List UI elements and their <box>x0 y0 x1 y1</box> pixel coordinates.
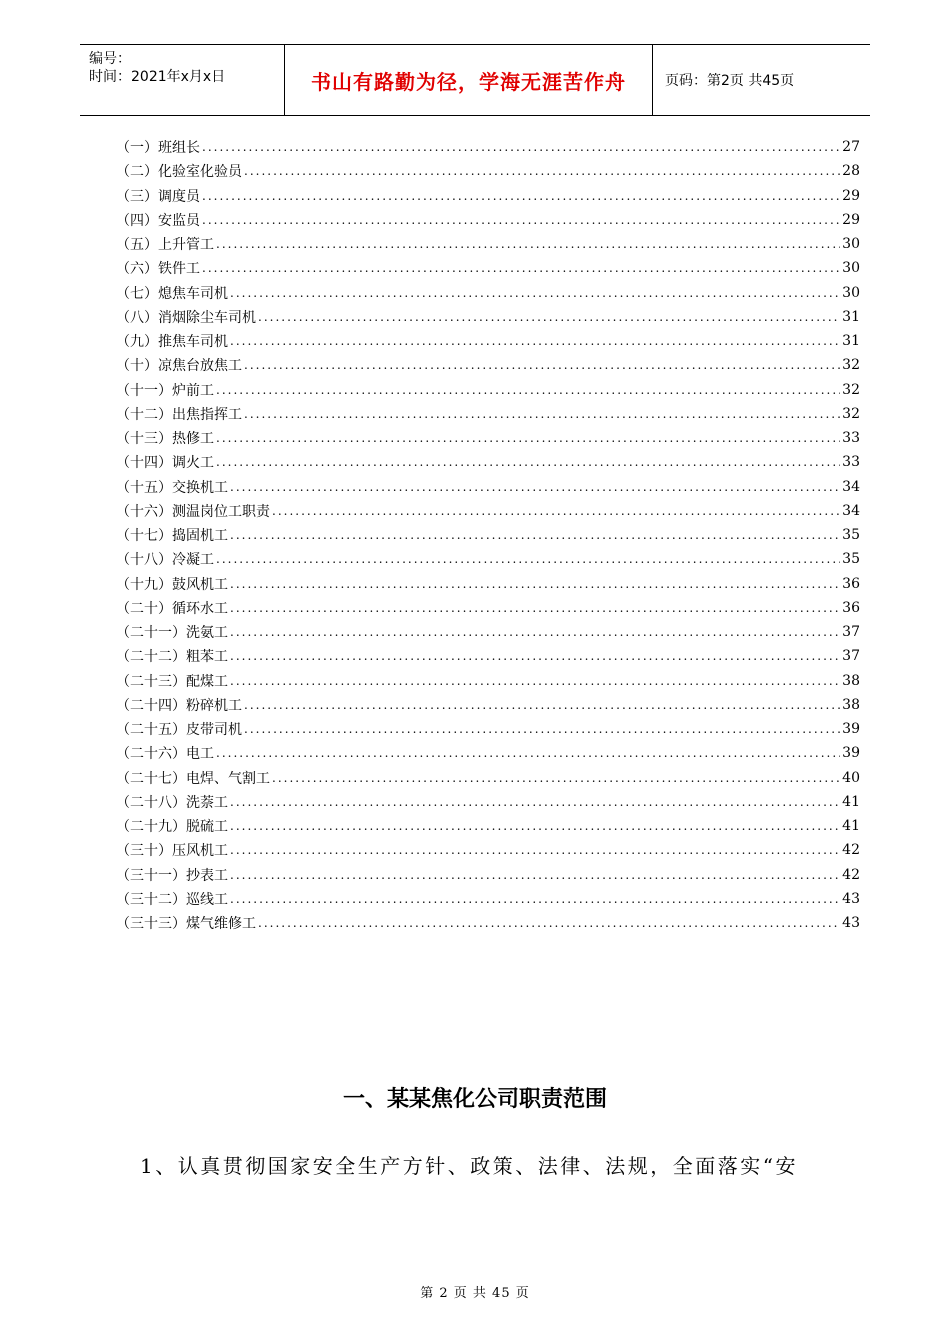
toc-entry-label: （二十三）配煤工 <box>116 673 228 690</box>
toc-entry[interactable] <box>116 717 860 741</box>
toc-leader-dots <box>230 819 840 833</box>
toc-entry-page: 30 <box>842 284 860 301</box>
toc-entry[interactable] <box>116 693 860 717</box>
toc-leader-dots <box>230 577 840 591</box>
toc-entry-label: （三十）压风机工 <box>116 843 228 860</box>
toc-entry[interactable] <box>116 790 860 814</box>
toc-leader-dots <box>216 552 840 566</box>
toc-leader-dots <box>230 843 840 857</box>
toc-entry-page: 35 <box>842 551 860 568</box>
toc-entry-page: 42 <box>842 842 860 859</box>
toc-entry-label: （八）消烟除尘车司机 <box>116 309 256 326</box>
toc-entry[interactable] <box>116 499 860 523</box>
toc-entry-page: 37 <box>842 648 860 665</box>
toc-entry-page: 30 <box>842 260 860 277</box>
toc-entry-label: （九）推焦车司机 <box>116 334 228 351</box>
toc-leader-dots <box>272 771 840 785</box>
toc-entry[interactable] <box>116 281 860 305</box>
toc-entry-label: （三十三）煤气维修工 <box>116 916 256 933</box>
toc-entry[interactable] <box>116 644 860 668</box>
toc-leader-dots <box>230 528 840 542</box>
toc-entry-page: 43 <box>842 890 860 907</box>
toc-leader-dots <box>230 625 840 639</box>
toc-entry-page: 33 <box>842 430 860 447</box>
toc-entry-label: （二十五）皮带司机 <box>116 722 242 739</box>
toc-entry-page: 41 <box>842 793 860 810</box>
toc-leader-dots <box>216 455 840 469</box>
toc-entry-page: 28 <box>842 163 860 180</box>
toc-entry-label: （十二）出焦指挥工 <box>116 406 242 423</box>
toc-entry[interactable] <box>116 547 860 571</box>
toc-entry[interactable] <box>116 208 860 232</box>
toc-entry-label: （十四）调火工 <box>116 455 214 472</box>
toc-entry[interactable] <box>116 378 860 402</box>
toc-leader-dots <box>244 722 840 736</box>
toc-entry-page: 29 <box>842 211 860 228</box>
toc-leader-dots <box>230 286 840 300</box>
toc-entry-page: 33 <box>842 454 860 471</box>
toc-entry-label: （六）铁件工 <box>116 261 200 278</box>
toc-leader-dots <box>258 916 840 930</box>
toc-entry-label: （二十六）电工 <box>116 746 214 763</box>
toc-entry-label: （二十四）粉碎机工 <box>116 697 242 714</box>
toc-entry-label: （二十二）粗苯工 <box>116 649 228 666</box>
toc-leader-dots <box>216 237 840 251</box>
toc-leader-dots <box>202 261 840 275</box>
toc-leader-dots <box>216 431 840 445</box>
toc-leader-dots <box>230 649 840 663</box>
toc-entry[interactable] <box>116 402 860 426</box>
toc-entry-page: 31 <box>842 333 860 350</box>
toc-entry-page: 42 <box>842 866 860 883</box>
toc-leader-dots <box>230 892 840 906</box>
toc-leader-dots <box>202 213 840 227</box>
toc-entry[interactable] <box>116 353 860 377</box>
toc-entry-label: （二十九）脱硫工 <box>116 819 228 836</box>
toc-leader-dots <box>202 189 840 203</box>
toc-entry[interactable] <box>116 838 860 862</box>
toc-entry-label: （二十一）洗氨工 <box>116 625 228 642</box>
toc-entry[interactable] <box>116 669 860 693</box>
toc-leader-dots <box>244 164 840 178</box>
toc-leader-dots <box>230 334 840 348</box>
toc-leader-dots <box>230 795 840 809</box>
toc-entry-label: （二十）循环水工 <box>116 600 228 617</box>
toc-leader-dots <box>230 868 840 882</box>
toc-entry-page: 27 <box>842 139 860 156</box>
toc-entry[interactable] <box>116 232 860 256</box>
toc-leader-dots <box>244 698 840 712</box>
toc-entry-page: 31 <box>842 308 860 325</box>
toc-entry-page: 36 <box>842 575 860 592</box>
section-paragraph: 1、认真贯彻国家安全生产方针、政策、法律、法规，全面落实“安 <box>140 1154 798 1178</box>
toc-entry-page: 37 <box>842 624 860 641</box>
section-heading: 一、某某焦化公司职责范围 <box>342 1087 607 1112</box>
toc-entry-label: （十）凉焦台放焦工 <box>116 358 242 375</box>
header-time: 时间：2021年x月x日 <box>89 69 226 85</box>
toc-entry[interactable] <box>116 766 860 790</box>
header-motto: 书山有路勤为径，学海无涯苦作舟 <box>285 45 653 115</box>
toc-leader-dots <box>230 674 840 688</box>
toc-entry[interactable] <box>116 135 860 159</box>
toc-entry-label: （七）熄焦车司机 <box>116 285 228 302</box>
toc-entry-label: （二）化验室化验员 <box>116 164 242 181</box>
toc-entry-page: 40 <box>842 769 860 786</box>
toc-entry-page: 39 <box>842 745 860 762</box>
toc-entry-label: （十九）鼓风机工 <box>116 576 228 593</box>
toc-entry[interactable] <box>116 863 860 887</box>
toc-entry[interactable] <box>116 572 860 596</box>
toc-entry-page: 32 <box>842 405 860 422</box>
toc-entry-page: 41 <box>842 818 860 835</box>
toc-entry-page: 38 <box>842 696 860 713</box>
toc-entry-label: （五）上升管工 <box>116 237 214 254</box>
toc-entry-page: 43 <box>842 915 860 932</box>
toc-entry-page: 30 <box>842 236 860 253</box>
toc-entry-label: （十五）交换机工 <box>116 479 228 496</box>
toc-entry-label: （十六）测温岗位工职责 <box>116 503 270 520</box>
toc-leader-dots <box>244 407 840 421</box>
toc-entry[interactable] <box>116 450 860 474</box>
toc-entry-page: 38 <box>842 672 860 689</box>
toc-entry[interactable] <box>116 475 860 499</box>
toc-entry[interactable] <box>116 814 860 838</box>
toc-entry-label: （三）调度员 <box>116 188 200 205</box>
toc-entry-page: 34 <box>842 502 860 519</box>
toc-entry[interactable] <box>116 741 860 765</box>
toc-entry-label: （二十七）电焊、气割工 <box>116 770 270 787</box>
header-serial: 编号： <box>89 51 131 67</box>
toc-entry-label: （十三）热修工 <box>116 431 214 448</box>
toc-entry[interactable] <box>116 256 860 280</box>
toc-entry-label: （十八）冷凝工 <box>116 552 214 569</box>
toc-entry[interactable] <box>116 159 860 183</box>
header-meta <box>80 45 285 115</box>
toc-entry-label: （一）班组长 <box>116 140 200 157</box>
page-footer: 第 2 页 共 45 页 <box>420 1286 530 1301</box>
toc-leader-dots <box>216 746 840 760</box>
toc-leader-dots <box>244 358 840 372</box>
toc-entry[interactable] <box>116 887 860 911</box>
toc-entry-page: 39 <box>842 721 860 738</box>
toc-entry[interactable] <box>116 305 860 329</box>
toc-entry-label: （三十二）巡线工 <box>116 891 228 908</box>
toc-entry-label: （三十一）抄表工 <box>116 867 228 884</box>
toc-entry-page: 35 <box>842 527 860 544</box>
toc-entry-label: （二十八）洗萘工 <box>116 794 228 811</box>
toc-entry-page: 32 <box>842 381 860 398</box>
toc-leader-dots <box>258 310 840 324</box>
table-of-contents <box>116 135 860 935</box>
toc-entry[interactable] <box>116 523 860 547</box>
toc-entry-page: 29 <box>842 187 860 204</box>
toc-entry[interactable] <box>116 184 860 208</box>
toc-entry-label: （十七）捣固机工 <box>116 528 228 545</box>
toc-entry[interactable] <box>116 426 860 450</box>
toc-leader-dots <box>230 601 840 615</box>
toc-leader-dots <box>272 504 840 518</box>
toc-entry[interactable] <box>116 620 860 644</box>
toc-entry[interactable] <box>116 911 860 935</box>
toc-leader-dots <box>216 383 840 397</box>
toc-entry-page: 36 <box>842 599 860 616</box>
toc-entry[interactable] <box>116 596 860 620</box>
header-page-number: 页码：第2页 共45页 <box>665 73 795 89</box>
toc-leader-dots <box>202 140 840 154</box>
page-header <box>80 44 870 116</box>
toc-entry-page: 34 <box>842 478 860 495</box>
toc-entry-label: （十一）炉前工 <box>116 382 214 399</box>
toc-entry[interactable] <box>116 329 860 353</box>
toc-entry-page: 32 <box>842 357 860 374</box>
toc-entry-label: （四）安监员 <box>116 212 200 229</box>
toc-leader-dots <box>230 480 840 494</box>
